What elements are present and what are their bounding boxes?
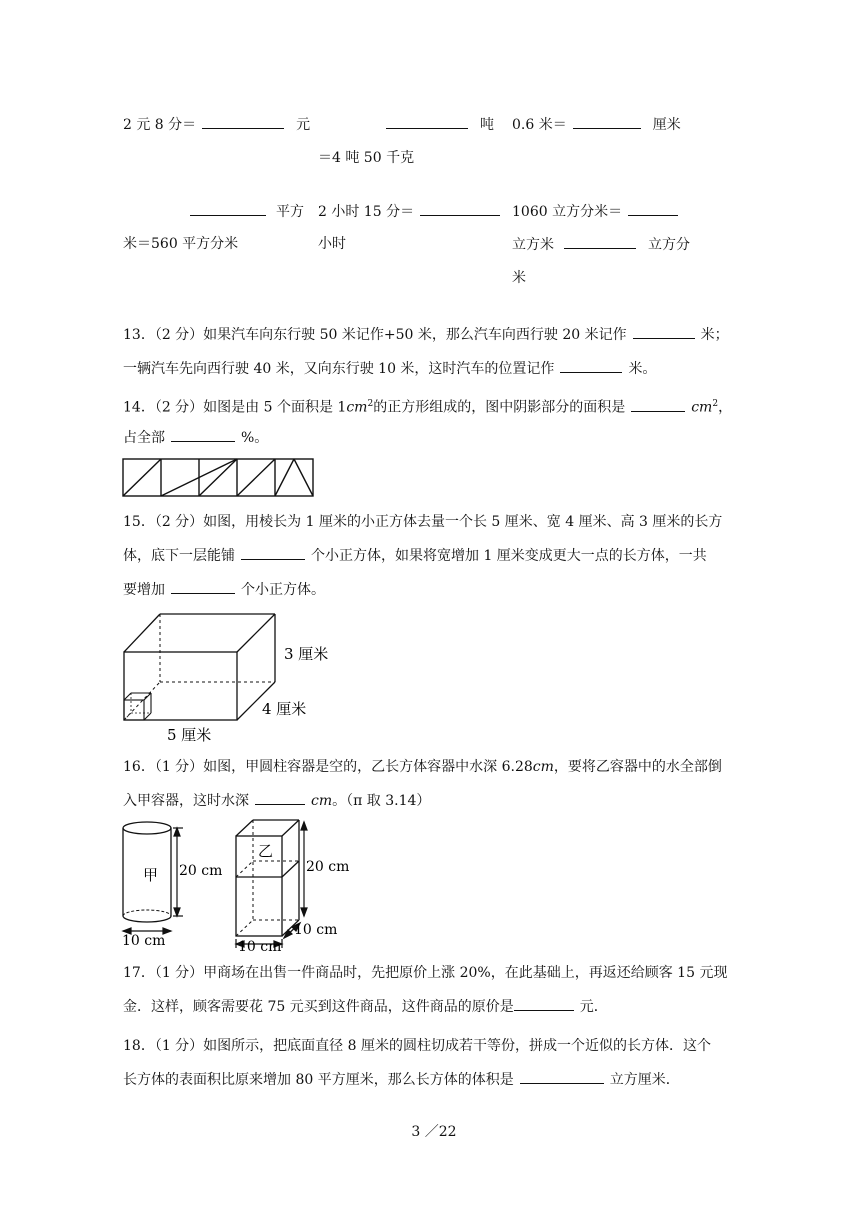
conv-1-prefix: 2 元 8 分＝ [123,117,197,133]
conv-6-line3: 米 [512,270,526,286]
q13-unit-2: 米。 [628,361,657,377]
q16-text-4: 。（π 取 3.14） [332,793,431,809]
conv-item-2 [386,114,494,135]
cylinder-bottom-hidden [123,910,171,916]
conv-4-line2: 米＝560 平方分米 [123,236,239,252]
arrow-icon [174,828,180,836]
diagonal-line [199,459,237,496]
answer-blank[interactable] [564,234,636,249]
conv-1-unit: 元 [296,117,311,133]
question-16 [123,750,773,818]
cuboid-figure [120,610,350,750]
hidden-edge [236,920,253,936]
cylinder-height-label: 20 cm [179,863,223,879]
q14-text-2: 的正方形组成的，图中阴影部分的面积是 [373,399,626,416]
page-number: 3 ／22 [411,1124,457,1140]
q15-text-3: 个小正方体，如果将宽增加 1 厘米变成更大一点的长方体，一共 [311,548,707,564]
answer-blank[interactable] [573,114,641,129]
q14-text-1: 14．（2 分）如图是由 5 个面积是 1 [123,399,347,416]
conv-3-unit: 厘米 [652,117,681,133]
answer-blank[interactable] [241,545,305,560]
cylinder-label: 甲 [143,866,159,884]
q16-unit-2: cm [311,793,333,809]
answer-blank[interactable] [171,427,235,442]
conv-6-line2 [512,234,690,255]
conv-item-1 [123,114,310,135]
q14-unit-2: cm [691,399,713,416]
unit-cube-edge [144,693,151,700]
answer-blank[interactable] [633,324,695,339]
conv-item-6 [512,201,684,222]
q16-text-3: 入甲容器，这时水深 [123,793,249,809]
conv-item-3 [512,114,681,135]
hidden-edge [124,682,160,720]
cuboid-edge [237,614,275,652]
arrow-icon [301,822,307,830]
conv-6-unit-a: 立方米 [512,237,554,253]
conv-3-prefix: 0.6 米＝ [512,117,567,133]
q14-unit: cm [346,399,368,416]
q14-sup-2: 2 [712,399,719,409]
q16-unit-1: cm [532,759,554,775]
q17-text-2: 金．这样，顾客需要花 75 元买到这件商品，这件商品的原价是 [123,999,514,1015]
cuboid-label: 乙 [258,842,274,860]
q17-text-3: 元． [579,999,608,1015]
containers-figure [118,818,358,958]
arrow-icon [174,908,180,916]
conv-5-line2: 小时 [318,236,346,252]
answer-blank[interactable] [560,358,622,373]
cylinder-bottom [123,916,171,922]
cuboid-edge [124,614,160,652]
q18-text-1: 18．（1 分）如图所示，把底面直径 8 厘米的圆柱切成若干等份，拼成一个近似的长方体．这个 [123,1038,711,1054]
conv-item-5 [318,201,506,222]
q14-comma: ， [718,399,733,416]
diagonal-line [123,459,161,496]
question-13 [123,318,773,386]
cuboid-front-face [124,652,237,720]
cuboid-length-label: 5 厘米 [167,726,212,744]
answer-blank[interactable] [171,579,235,594]
answer-blank[interactable] [628,201,678,216]
question-17 [123,956,773,1024]
q15-text-4: 要增加 [123,582,165,598]
unit-cube-edge [124,693,131,700]
conv-6-unit-b: 立方分 [648,237,690,253]
q16-text-2: ，要将乙容器中的水全部倒 [553,759,722,775]
cuboid-length-label: 10 cm [238,939,282,955]
answer-blank[interactable] [190,201,266,216]
water-line [282,861,299,877]
question-15 [123,505,773,607]
cuboid-edge [282,820,299,836]
answer-blank[interactable] [514,996,574,1011]
unit-cube-edge [144,713,151,720]
q14-text-4: %。 [241,430,269,446]
conv-6-prefix: 1060 立方分米＝ [512,204,623,220]
cuboid-height-label: 20 cm [306,859,350,875]
conv-2-unit: 吨 [480,117,494,133]
q14-text-3: 占全部 [123,430,165,446]
cylinder-top [123,822,171,834]
unit-cube-hidden [124,713,131,720]
q17-text-1: 17．（1 分）甲商场在出售一件商品时，先把原价上涨 20%，在此基础上，再返还给顾客 15 元现 [123,965,728,981]
answer-blank[interactable] [631,397,685,412]
conv-item-4 [190,201,304,222]
squares-figure [122,458,316,498]
q18-text-2: 长方体的表面积比原来增加 80 平方厘米，那么长方体的体积是 [123,1072,514,1088]
hidden-edge [236,861,253,877]
q15-text-5: 个小正方体。 [241,582,325,598]
conv-2-line2: ＝4 吨 50 千克 [318,150,415,166]
q13-text-2: 一辆汽车先向西行驶 40 米，又向东行驶 10 米，这时汽车的位置记作 [123,361,555,377]
answer-blank[interactable] [520,1069,604,1084]
cuboid-edge [236,820,253,836]
answer-blank[interactable] [255,790,305,805]
q15-text-1: 15．（2 分）如图，用棱长为 1 厘米的小正方体去量一个长 5 厘米、宽 4 厘米、高 3 厘米的长方 [123,514,723,530]
cuboid-width-label: 10 cm [294,922,338,938]
conv-4-unit: 平方 [276,204,304,220]
answer-blank[interactable] [386,114,468,129]
diagonal-line [294,459,313,496]
cylinder-diameter-label: 10 cm [122,933,166,949]
q15-text-2: 体，底下一层能铺 [123,548,235,564]
arrow-icon [301,908,307,916]
q13-text-1: 13．（2 分）如果汽车向东行驶 50 米记作+50 米，那么汽车向西行驶 20 米记作 [123,327,627,343]
q16-text-1: 16．（1 分）如图，甲圆柱容器是空的，乙长方体容器中水深 6.28 [123,759,533,775]
conv-5-prefix: 2 小时 15 分＝ [318,204,415,220]
diagonal-line [275,459,294,496]
cuboid-height-label: 3 厘米 [284,645,329,663]
q18-text-3: 立方厘米． [609,1072,680,1088]
diagonal-line [237,459,275,496]
question-14 [123,387,773,455]
q13-unit-1: 米； [700,327,729,343]
answer-blank[interactable] [420,201,500,216]
cuboid-width-label: 4 厘米 [262,700,307,718]
q14-sup: 2 [367,399,374,409]
answer-blank[interactable] [202,114,284,129]
question-18 [123,1029,773,1097]
